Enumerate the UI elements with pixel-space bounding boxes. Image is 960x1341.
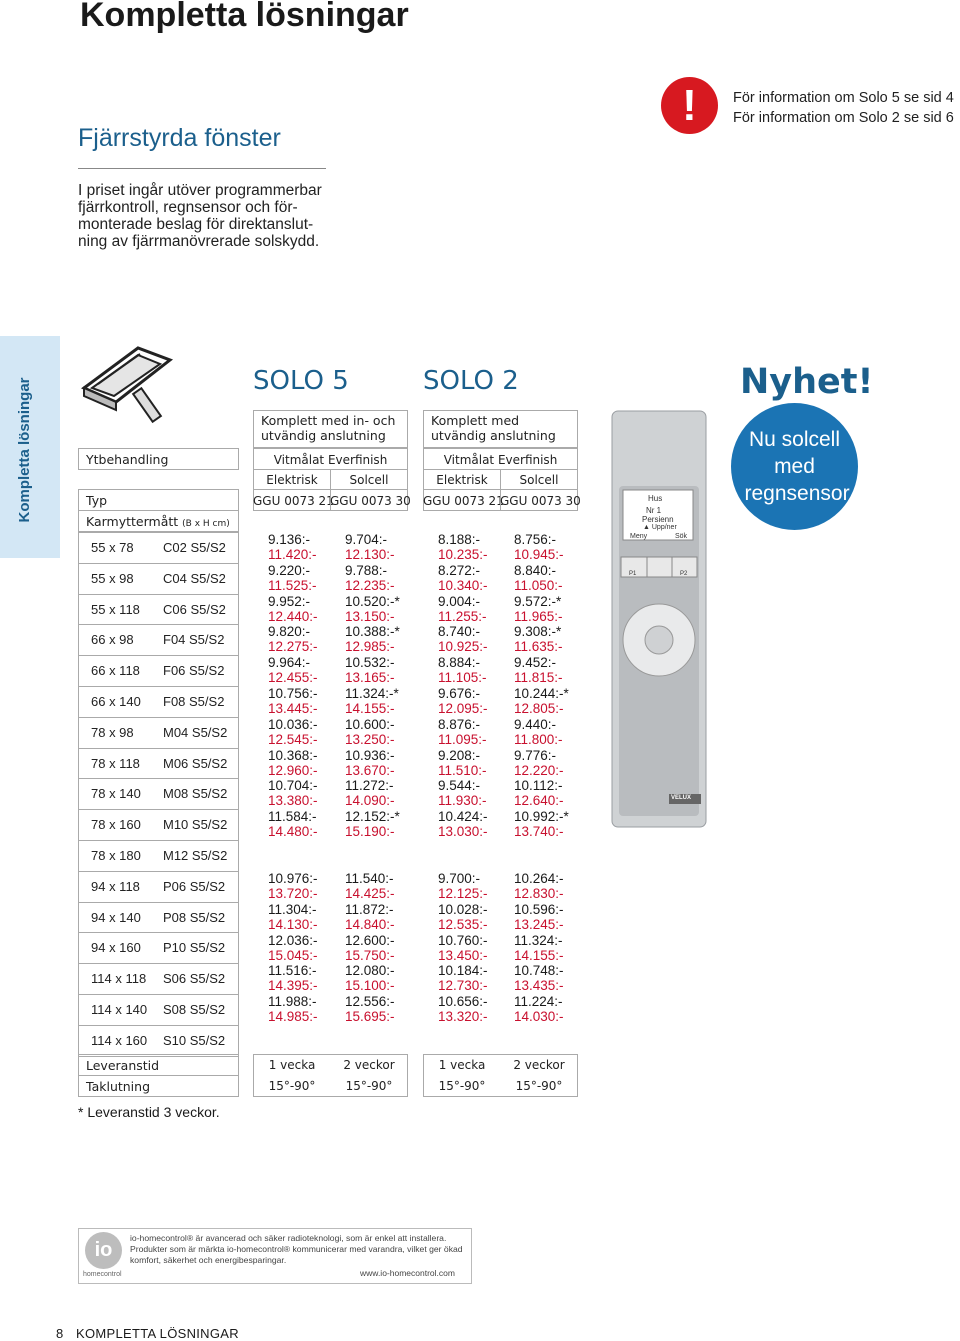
price-excl: 11.304:- [268, 901, 317, 917]
price-cell [514, 994, 564, 1024]
price-excl: 8.272:- [438, 562, 481, 578]
price-excl: 10.264:- [514, 871, 564, 886]
row-code: S06 S5/S2 [163, 971, 226, 987]
side-tab-label: Kompletta lösningar [16, 377, 33, 523]
price-excl: 10.368:- [268, 747, 318, 763]
price-excl: 11.540:- [345, 871, 394, 886]
row-code: F04 S5/S2 [163, 632, 225, 648]
remote-p1-label: P1 [629, 571, 637, 577]
row-size: 94 x 118 [91, 878, 140, 894]
price-excl: 10.388:-* [345, 624, 400, 640]
price-excl: 10.748:- [514, 963, 564, 979]
price-cell [345, 655, 395, 685]
price-incl: 14.155:- [514, 947, 564, 963]
slope-solo5-el: 15°-90° [268, 1079, 316, 1093]
solo5-finish: Vitmålat Everfinish [273, 453, 388, 467]
price-excl: 9.776:- [514, 747, 557, 763]
exclamation-icon: ! [661, 77, 718, 134]
price-incl: 15.045:- [268, 947, 318, 963]
row-size: 78 x 160 [91, 817, 141, 833]
price-incl: 14.130:- [268, 916, 318, 932]
row-code: S10 S5/S2 [163, 1032, 226, 1048]
price-incl: 11.525:- [268, 577, 317, 593]
price-incl: 14.155:- [345, 701, 395, 716]
typ-label: Typ [86, 493, 108, 508]
price-incl: 12.440:- [268, 608, 318, 624]
price-incl: 14.480:- [268, 824, 318, 840]
price-excl: 10.992:-* [514, 809, 569, 825]
price-excl: 9.208:- [438, 747, 481, 763]
price-incl: 13.150:- [345, 608, 395, 624]
price-cell [345, 871, 395, 901]
price-excl: 9.788:- [345, 562, 388, 578]
price-incl: 13.245:- [514, 916, 564, 932]
remote-screen-line1: Nr 1 [646, 506, 662, 515]
price-excl: 10.028:- [438, 901, 488, 917]
price-cell [438, 717, 487, 747]
price-cell [438, 963, 488, 993]
row-size: 94 x 140 [91, 909, 141, 925]
price-incl: 10.925:- [438, 639, 488, 655]
price-incl: 11.510:- [438, 762, 487, 778]
row-code: M12 S5/S2 [163, 848, 228, 863]
price-incl: 14.030:- [514, 1009, 564, 1025]
price-excl: 9.220:- [268, 562, 311, 578]
price-cell [438, 655, 487, 685]
price-incl: 12.455:- [268, 670, 318, 686]
price-excl: 9.700:- [438, 871, 481, 886]
section-divider [78, 168, 326, 169]
taklutning-label: Taklutning [86, 1079, 151, 1094]
row-size: 78 x 140 [91, 786, 141, 802]
section-title: Fjärrstyrda fönster [78, 124, 281, 152]
price-excl: 8.756:- [514, 532, 557, 547]
price-cell [438, 871, 488, 901]
price-incl: 11.800:- [514, 731, 563, 747]
price-cell [345, 902, 395, 932]
price-cell [345, 532, 395, 562]
price-cell [514, 532, 564, 562]
price-excl: 8.840:- [514, 562, 557, 578]
row-size: 78 x 118 [91, 755, 140, 771]
price-cell [268, 809, 318, 839]
remote-screen-line2: Persienn [642, 515, 674, 524]
price-excl: 9.572:-* [514, 593, 562, 609]
row-code: S08 S5/S2 [163, 1002, 226, 1017]
price-excl: 10.184:- [438, 963, 488, 979]
price-incl: 15.190:- [345, 824, 395, 840]
slope-solo5-sol: 15°-90° [345, 1079, 393, 1093]
row-code: C06 S5/S2 [163, 601, 226, 617]
price-incl: 11.255:- [438, 608, 487, 624]
price-incl: 12.095:- [438, 701, 488, 716]
row-size: 114 x 118 [91, 971, 147, 987]
price-excl: 10.936:- [345, 747, 395, 763]
price-cell [438, 933, 488, 963]
price-incl: 10.340:- [438, 577, 488, 593]
delivery-solo2-el: 1 vecka [438, 1058, 486, 1072]
io-homecontrol-logo: io [85, 1232, 122, 1269]
price-cell [345, 778, 395, 808]
row-code: C02 S5/S2 [163, 540, 226, 555]
page-number: 8 [56, 1326, 64, 1341]
price-incl: 13.380:- [268, 793, 318, 809]
row-size: 114 x 160 [91, 1032, 148, 1048]
io-description: io-homecontrol® är avancerad och säker radioteknologi, som är enkel att installera. Produkter som är märkta io-homecontrol® kommunicerar med varandra, vilket ger ökad komfort, säkerhet och energibesparingar. [130, 1233, 463, 1265]
price-cell [345, 933, 395, 963]
price-cell [268, 624, 318, 654]
delivery-solo5-el: 1 vecka [268, 1058, 316, 1072]
price-incl: 12.275:- [268, 639, 318, 655]
price-cell [514, 902, 564, 932]
price-incl: 13.435:- [514, 978, 564, 994]
price-incl: 12.830:- [514, 886, 564, 901]
price-cell [268, 655, 318, 685]
price-excl: 9.308:-* [514, 624, 562, 640]
solo2-ggu-a: GGU 0073 21 [423, 494, 504, 508]
price-incl: 12.730:- [438, 978, 488, 994]
price-excl: 10.244:-* [514, 686, 569, 701]
solo2-ggu-b: GGU 0073 30 [500, 494, 581, 508]
price-excl: 8.740:- [438, 624, 481, 640]
info-line-solo5: För information om Solo 5 se sid 4 [733, 90, 954, 106]
price-excl: 12.036:- [268, 932, 318, 948]
delivery-solo5-sol: 2 veckor [343, 1058, 395, 1072]
price-excl: 8.876:- [438, 716, 481, 732]
row-code: C04 S5/S2 [163, 570, 226, 586]
price-cell [438, 563, 488, 593]
row-size: 55 x 78 [91, 540, 134, 555]
price-incl: 14.090:- [345, 793, 395, 809]
price-incl: 11.635:- [514, 639, 563, 655]
price-cell [514, 871, 564, 901]
row-size: 66 x 140 [91, 694, 141, 709]
price-cell [514, 933, 564, 963]
row-code: F06 S5/S2 [163, 663, 225, 679]
price-incl: 13.720:- [268, 886, 318, 901]
price-cell [345, 594, 400, 624]
remote-control-image [611, 410, 707, 828]
price-cell [514, 563, 563, 593]
price-incl: 11.095:- [438, 731, 487, 747]
price-incl: 15.100:- [345, 978, 395, 994]
price-excl: 9.440:- [514, 716, 557, 732]
price-excl: 9.544:- [438, 778, 481, 794]
price-incl: 10.945:- [514, 547, 564, 562]
price-incl: 15.750:- [345, 947, 395, 963]
price-cell [268, 994, 318, 1024]
price-incl: 13.670:- [345, 762, 395, 778]
price-cell [438, 532, 488, 562]
row-size: 66 x 98 [91, 632, 134, 648]
price-cell [514, 686, 569, 716]
page-title: Kompletta lösningar [80, 0, 409, 34]
price-incl: 12.545:- [268, 731, 318, 747]
row-code: P10 S5/S2 [163, 940, 226, 956]
price-incl: 10.235:- [438, 547, 488, 562]
row-code: M08 S5/S2 [163, 786, 228, 802]
price-incl: 13.165:- [345, 670, 395, 686]
slope-solo2-sol: 15°-90° [515, 1079, 563, 1093]
price-incl: 11.930:- [438, 793, 487, 809]
karm-label: Karmyttermått (B x H cm) [86, 514, 230, 529]
price-cell [345, 717, 395, 747]
row-size: 114 x 140 [91, 1002, 148, 1017]
price-incl: 13.740:- [514, 824, 564, 840]
price-cell [268, 963, 318, 993]
price-incl: 13.320:- [438, 1009, 488, 1025]
price-cell [268, 871, 318, 901]
row-size: 78 x 180 [91, 848, 141, 863]
solo2-solcell: Solcell [519, 473, 559, 487]
price-incl: 13.250:- [345, 731, 395, 747]
price-excl: 10.656:- [438, 994, 488, 1010]
delivery-solo2-sol: 2 veckor [513, 1058, 565, 1072]
price-cell [438, 778, 487, 808]
price-cell [345, 686, 399, 716]
solo2-finish: Vitmålat Everfinish [443, 453, 558, 467]
remote-p2-label: P2 [680, 571, 688, 577]
velux-logo: VELUX [671, 795, 692, 801]
price-cell [268, 563, 317, 593]
row-code: F08 S5/S2 [163, 694, 225, 709]
price-cell [268, 532, 317, 562]
price-cell [268, 717, 318, 747]
price-cell [345, 963, 395, 993]
nyhet-badge: Nu solcell med regnsensor [731, 403, 858, 530]
price-excl: 12.600:- [345, 932, 395, 948]
price-incl: 12.985:- [345, 639, 395, 655]
solo5-ggu-b: GGU 0073 30 [330, 494, 411, 508]
remote-screen-line3: ▲ Upp/ner [643, 524, 677, 531]
price-incl: 11.815:- [514, 670, 563, 686]
price-excl: 12.080:- [345, 963, 395, 979]
price-cell [514, 809, 569, 839]
price-incl: 14.840:- [345, 916, 395, 932]
price-incl: 12.130:- [345, 547, 395, 562]
solo5-ggu-a: GGU 0073 21 [253, 494, 334, 508]
price-excl: 11.516:- [268, 963, 317, 979]
price-cell [438, 902, 488, 932]
price-excl: 8.188:- [438, 532, 481, 547]
footnote: * Leveranstid 3 veckor. [78, 1104, 220, 1120]
price-excl: 10.756:- [268, 686, 318, 701]
price-excl: 11.224:- [514, 994, 563, 1010]
price-incl: 13.030:- [438, 824, 488, 840]
price-cell [268, 594, 318, 624]
price-cell [345, 748, 395, 778]
price-cell [514, 778, 564, 808]
row-code: P06 S5/S2 [163, 878, 226, 894]
price-incl: 13.450:- [438, 947, 488, 963]
price-excl: 9.676:- [438, 686, 481, 701]
solo5-elektrisk: Elektrisk [266, 473, 318, 487]
roof-window-icon [78, 338, 178, 430]
solo5-heading: SOLO 5 [253, 366, 349, 396]
price-excl: 9.452:- [514, 655, 557, 671]
price-cell [438, 594, 487, 624]
price-incl: 12.125:- [438, 886, 488, 901]
price-excl: 9.004:- [438, 593, 481, 609]
row-code: M06 S5/S2 [163, 755, 228, 771]
price-incl: 11.105:- [438, 670, 487, 686]
price-cell [345, 809, 400, 839]
price-cell [514, 594, 563, 624]
solo2-heading: SOLO 2 [423, 366, 519, 396]
price-excl: 11.584:- [268, 809, 317, 825]
slope-solo2-el: 15°-90° [438, 1079, 486, 1093]
price-excl: 9.964:- [268, 655, 311, 671]
price-incl: 12.220:- [514, 762, 564, 778]
price-excl: 12.152:-* [345, 809, 400, 825]
price-excl: 10.596:- [514, 901, 564, 917]
row-size: 55 x 98 [91, 570, 134, 586]
price-excl: 9.136:- [268, 532, 311, 547]
price-cell [514, 717, 563, 747]
row-size: 66 x 118 [91, 663, 140, 679]
price-excl: 11.324:-* [345, 686, 399, 701]
price-incl: 15.695:- [345, 1009, 395, 1025]
price-cell [514, 748, 564, 778]
price-cell [438, 994, 488, 1024]
price-excl: 10.600:- [345, 716, 395, 732]
row-size: 94 x 160 [91, 940, 141, 956]
remote-search-label: Sök [675, 533, 688, 540]
price-incl: 12.535:- [438, 916, 488, 932]
row-code: M10 S5/S2 [163, 817, 228, 833]
solo5-solcell: Solcell [349, 473, 389, 487]
row-code: P08 S5/S2 [163, 909, 226, 925]
info-line-solo2: För information om Solo 2 se sid 6 [733, 110, 954, 126]
leveranstid-label: Leveranstid [86, 1058, 160, 1073]
price-excl: 11.988:- [268, 994, 317, 1010]
info-text [733, 88, 954, 128]
solo2-elektrisk: Elektrisk [436, 473, 488, 487]
intro-text: I priset ingår utöver programmerbar fjärrkontroll, regnsensor och för- monterade beslag för direktanslut- ning av fjärrmanövrerade solskydd. [78, 182, 322, 250]
price-cell [345, 563, 395, 593]
price-cell [268, 933, 318, 963]
price-incl: 11.050:- [514, 577, 563, 593]
price-cell [438, 748, 487, 778]
footer-title: KOMPLETTA LÖSNINGAR [76, 1326, 239, 1341]
price-excl: 10.424:- [438, 809, 488, 825]
price-excl: 9.952:- [268, 593, 311, 609]
price-cell [345, 994, 395, 1024]
price-excl: 10.520:-* [345, 593, 400, 609]
price-excl: 10.112:- [514, 778, 563, 794]
price-incl: 12.805:- [514, 701, 564, 716]
io-logo-text: homecontrol [83, 1271, 122, 1278]
price-excl: 9.704:- [345, 532, 388, 547]
io-url-link[interactable]: www.io-homecontrol.com [360, 1268, 455, 1278]
price-excl: 12.556:- [345, 994, 395, 1010]
price-cell [438, 686, 488, 716]
price-cell [514, 655, 563, 685]
price-cell [268, 686, 318, 716]
price-cell [268, 778, 318, 808]
price-excl: 10.976:- [268, 871, 318, 886]
price-excl: 10.036:- [268, 716, 318, 732]
price-cell [438, 809, 488, 839]
solo5-desc: Komplett med in- och utvändig anslutning [261, 413, 396, 443]
row-code: M04 S5/S2 [163, 724, 228, 740]
price-cell [514, 624, 563, 654]
remote-menu-label: Meny [630, 533, 648, 540]
price-cell [514, 963, 564, 993]
price-excl: 10.532:- [345, 655, 395, 671]
price-incl: 12.235:- [345, 577, 395, 593]
price-incl: 14.425:- [345, 886, 395, 901]
price-excl: 8.884:- [438, 655, 481, 671]
price-cell [268, 902, 318, 932]
price-excl: 11.272:- [345, 778, 394, 794]
price-cell [438, 624, 488, 654]
price-excl: 10.704:- [268, 778, 318, 794]
price-excl: 11.872:- [345, 901, 394, 917]
solo2-desc: Komplett med utvändig anslutning [431, 413, 556, 443]
price-incl: 11.965:- [514, 608, 563, 624]
price-incl: 14.395:- [268, 978, 318, 994]
price-incl: 13.445:- [268, 701, 318, 716]
price-excl: 11.324:- [514, 932, 563, 948]
price-excl: 10.760:- [438, 932, 488, 948]
nyhet-label: Nyhet! [740, 362, 874, 402]
price-cell [345, 624, 400, 654]
ytbehandling-label: Ytbehandling [86, 452, 169, 467]
price-incl: 14.985:- [268, 1009, 318, 1025]
remote-screen-title: Hus [648, 494, 663, 503]
row-size: 78 x 98 [91, 724, 134, 740]
price-incl: 12.640:- [514, 793, 564, 809]
row-size: 55 x 118 [91, 601, 140, 617]
price-cell [268, 748, 318, 778]
price-incl: 11.420:- [268, 547, 317, 562]
price-excl: 9.820:- [268, 624, 311, 640]
price-incl: 12.960:- [268, 762, 318, 778]
